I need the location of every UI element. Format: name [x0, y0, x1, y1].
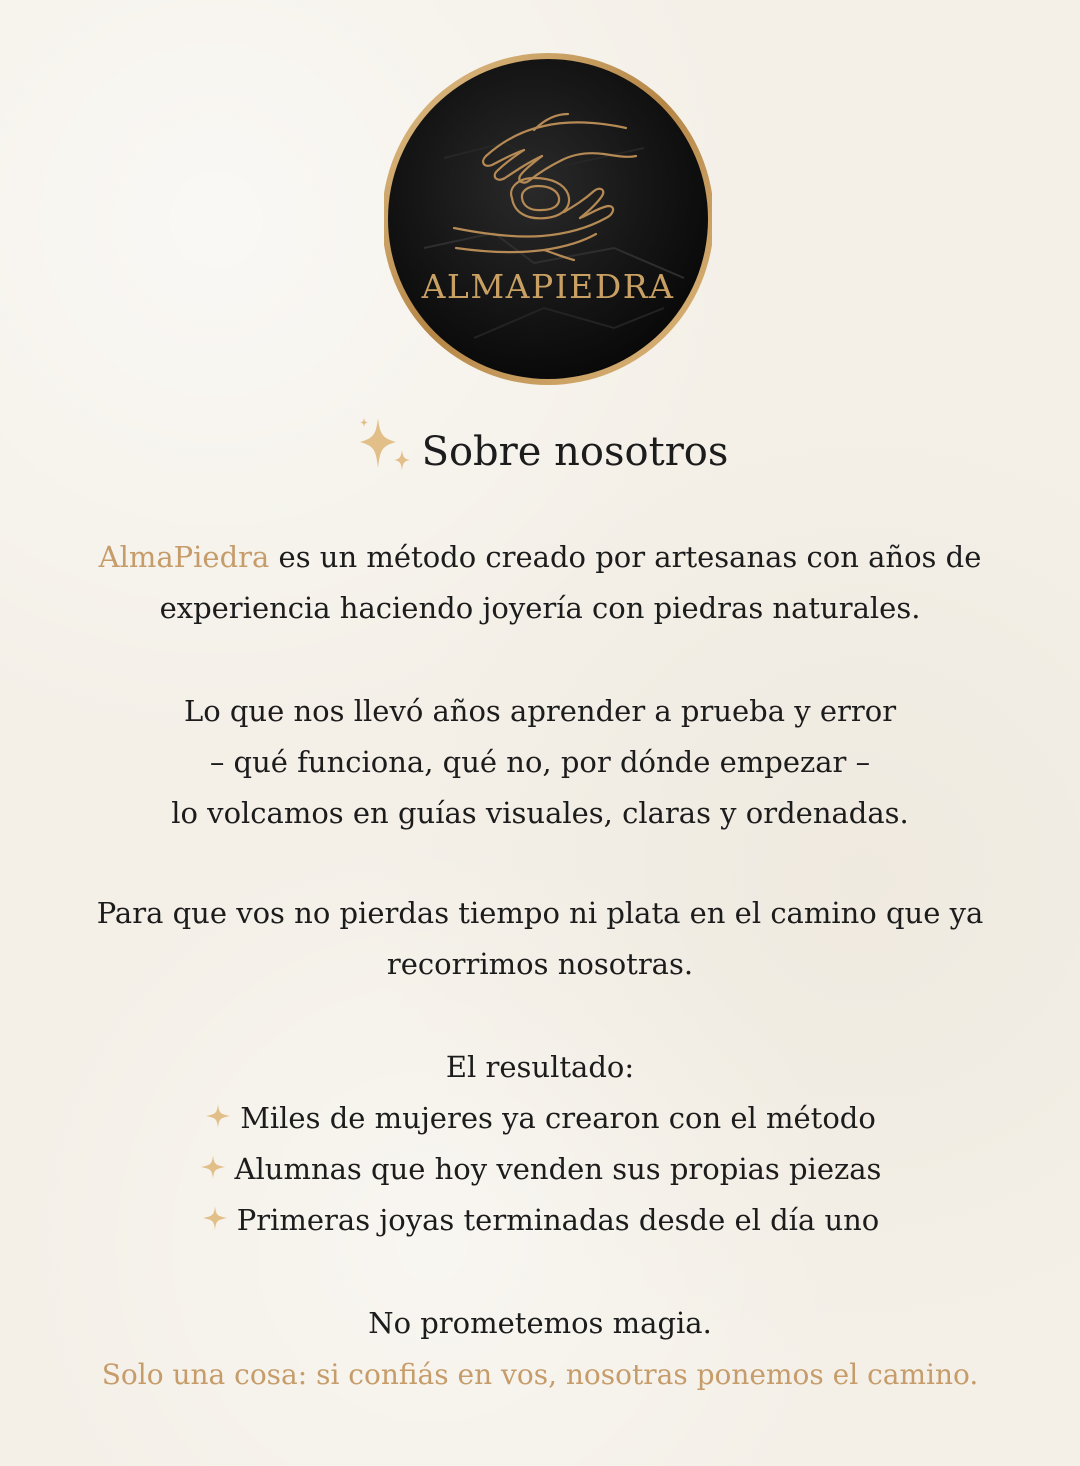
purpose-line-1: Para que vos no pierdas tiempo ni plata en el camino que ya — [96, 896, 984, 930]
method-paragraph — [0, 686, 1080, 839]
result-item: Miles de mujeres ya crearon con el método — [0, 1093, 1080, 1144]
sparkle-icon — [199, 1153, 227, 1181]
intro-paragraph — [0, 532, 1080, 634]
sparkle-icon — [352, 414, 416, 478]
results-label: El resultado: — [445, 1050, 635, 1084]
closing-tagline: Solo una cosa: si confiás en vos, nosotras ponemos el camino. — [101, 1358, 979, 1391]
intro-line-2: experiencia haciendo joyería con piedras naturales. — [159, 591, 921, 625]
sparkle-icon — [204, 1102, 232, 1130]
sparkle-icon — [201, 1204, 229, 1232]
intro-line-1-text: es un método creado por artesanas con años de — [269, 540, 982, 574]
page-title: Sobre nosotros — [421, 429, 729, 475]
purpose-line-2: recorrimos nosotras. — [386, 947, 694, 981]
closing-line-1: No prometemos magia. — [368, 1306, 712, 1340]
brand-wordmark: ALMAPIEDRA — [421, 267, 675, 306]
method-line-1: Lo que nos llevó años aprender a prueba y error — [183, 694, 897, 728]
result-item: Alumnas que hoy venden sus propias piezas — [0, 1144, 1080, 1195]
results-section — [0, 1042, 1080, 1246]
section-heading — [0, 414, 1080, 487]
method-line-3: lo volcamos en guías visuales, claras y ordenadas. — [171, 796, 909, 830]
brand-name-text: AlmaPiedra — [98, 540, 270, 574]
closing-section — [0, 1298, 1080, 1400]
logo-emblem — [384, 48, 712, 390]
purpose-paragraph — [0, 888, 1080, 990]
method-line-2: – qué funciona, qué no, por dónde empezar – — [209, 745, 871, 779]
result-item: Primeras joyas terminadas desde el día uno — [0, 1195, 1080, 1246]
almapiedra-logo — [384, 48, 712, 390]
intro-line-1 — [0, 532, 1080, 583]
